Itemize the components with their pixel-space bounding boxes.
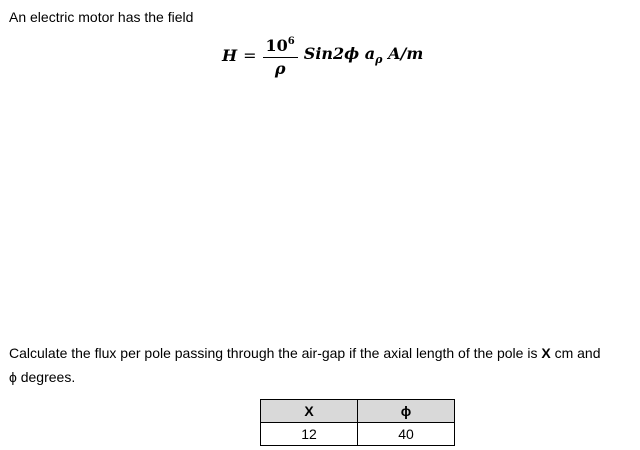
table-header-row xyxy=(261,400,455,423)
table-cell-x: 12 xyxy=(261,423,358,446)
question-text xyxy=(9,341,637,389)
equation-rhs-subscript: ρ xyxy=(375,53,383,66)
numerator-base: 10 xyxy=(265,35,288,55)
question-var-x: X xyxy=(541,345,551,361)
question-phi-symbol: ϕ xyxy=(9,369,17,385)
equation-denominator: ρ xyxy=(274,58,286,78)
equation-rhs-main: Sin2ϕ a xyxy=(303,44,376,63)
table-header-x: X xyxy=(261,400,358,423)
equation-fraction xyxy=(263,33,298,78)
parameters-table xyxy=(260,399,455,446)
question-part-2: cm and xyxy=(550,345,601,361)
numerator-exponent: 6 xyxy=(287,35,295,47)
field-equation xyxy=(222,30,423,80)
equation-lhs: H xyxy=(222,45,238,65)
equation-rhs xyxy=(304,44,424,66)
table-header-phi: ϕ xyxy=(358,400,455,423)
table-cell-phi: 40 xyxy=(358,423,455,446)
equation-numerator xyxy=(263,33,298,58)
equation-unit: A/m xyxy=(382,44,424,63)
question-part-3: degrees. xyxy=(16,369,76,385)
question-part-1: Calculate the flux per pole passing through the air-gap if the axial length of the pole is xyxy=(9,345,542,361)
equation-equals: = xyxy=(243,45,257,65)
intro-text: An electric motor has the field xyxy=(9,9,194,25)
table-row xyxy=(261,423,455,446)
